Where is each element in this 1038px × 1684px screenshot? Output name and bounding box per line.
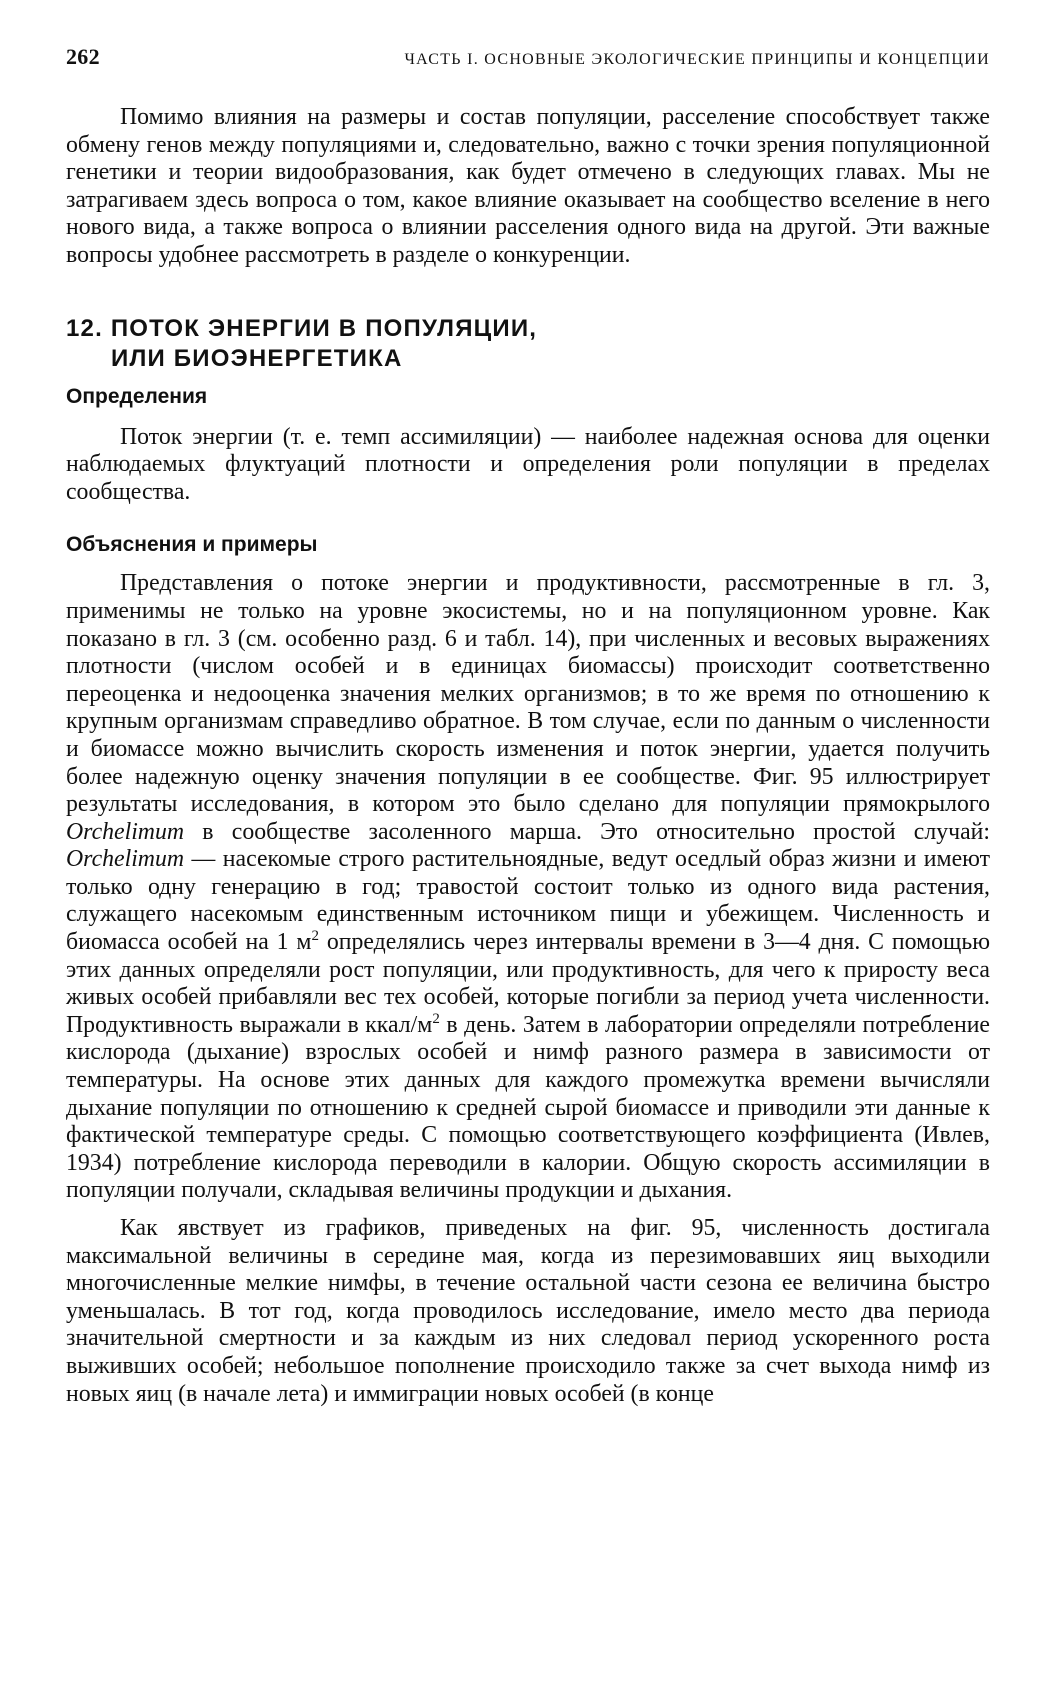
page-number: 262 bbox=[66, 44, 100, 69]
intro-paragraph: Помимо влияния на размеры и состав популяции, расселение способствует также обмену генов между популяциями и, следовательно, важно с точки зрения популяционной генетики и теории видообразования, как будет отмечено в следующих главах. Мы не затрагиваем здесь вопроса о том, какое влияние оказывает на сообщество вселение в него нового вида, а также вопроса о влиянии расселения одного вида на другой. Эти важные вопросы удобнее рассмотреть в разделе о конкуренции. bbox=[66, 104, 990, 268]
superscript: 2 bbox=[432, 1010, 440, 1027]
text-span: определялись через интервалы времени в 3—4 дня. С помощью этих данных определяли рост популяции, или продуктивность, для чего к приросту веса живых особей прибавляли вес тех особей, которые погибли за период учета численности. Продуктивность выражали в ккал/м bbox=[66, 929, 990, 1038]
explanations-paragraph-2: Как явствует из графиков, приведеных на фиг. 95, численность достигала максимальной величины в середине мая, когда из перезимовавших яиц выходили многочисленные мелкие нимфы, в течение остальной части сезона ее величина быстро уменьшалась. В тот год, когда проводилось исследование, имело место два периода значительной смертности и за каждым из них следовал период ускоренного роста выживших особей; небольшое пополнение происходило также за счет выхода нимф из новых яиц (в начале лета) и иммиграции новых особей (в конце bbox=[66, 1215, 990, 1407]
section-title-line2: ИЛИ БИОЭНЕРГЕТИКА bbox=[111, 344, 403, 372]
explanations-paragraph-1 bbox=[66, 570, 990, 1205]
text-span: Представления о потоке энергии и продуктивности, рассмотренные в гл. 3, применимы не только на уровне экосистемы, но и на популяционном уровне. Как показано в гл. 3 (см. особенно разд. 6 и табл. 14), при численных и весовых выражениях плотности (числом особей и в единицах биомассы) происходит соответственно переоценка и недооценка значения мелких организмов; в то же время по отношению к крупным организмам справедливо обратное. В том случае, если по данным о численности и биомассе можно вычислить скорость изменения и поток энергии, удается получить более надежную оценку значения популяции в ее сообществе. Фиг. 95 иллюстрирует результаты исследования, в котором это было сделано для популяции прямокрылого bbox=[66, 570, 990, 818]
text-span: в сообществе засоленного марша. Это относительно простой случай: bbox=[184, 818, 990, 845]
section-title bbox=[66, 314, 990, 374]
genus-name: Orchelimum bbox=[66, 818, 185, 845]
superscript: 2 bbox=[311, 928, 319, 945]
definitions-heading: Определения bbox=[66, 384, 208, 408]
running-title: ЧАСТЬ I. ОСНОВНЫЕ ЭКОЛОГИЧЕСКИЕ ПРИНЦИПЫ И КОНЦЕПЦИИ bbox=[404, 51, 990, 68]
explanations-heading: Объяснения и примеры bbox=[66, 533, 318, 557]
book-page bbox=[66, 44, 990, 1408]
running-header bbox=[66, 44, 990, 70]
genus-name: Orchelimum bbox=[66, 846, 185, 873]
section-number: 12. bbox=[66, 314, 103, 342]
section-title-line1: ПОТОК ЭНЕРГИИ В ПОПУЛЯЦИИ, bbox=[110, 314, 538, 342]
text-span: — насекомые строго растительноядные, ведут оседлый образ жизни и имеют только одну генерацию в год; травостой состоит только из одного вида растения, служащего насекомым единственным источником пищи и убежищем. Численность и биомасса особей на 1 м bbox=[66, 846, 990, 956]
text-span: в день. Затем в лаборатории определяли потребление кислорода (дыхание) взрослых особей и нимф разного размера в зависимости от температуры. На основе этих данных для каждого промежутка времени вычисляли дыхание популяции по отношению к средней сырой биомассе и приводили эти данные к фактической температуре среды. С помощью соответствующего коэффициента (Ивлев, 1934) потребление кислорода переводили в калории. Общую скорость ассимиляции в популяции получали, складывая величины продукции и дыхания. bbox=[66, 1011, 990, 1204]
definitions-paragraph: Поток энергии (т. е. темп ассимиляции) — наиболее надежная основа для оценки наблюдаемых флуктуаций плотности и определения роли популяции в пределах сообщества. bbox=[66, 423, 990, 505]
